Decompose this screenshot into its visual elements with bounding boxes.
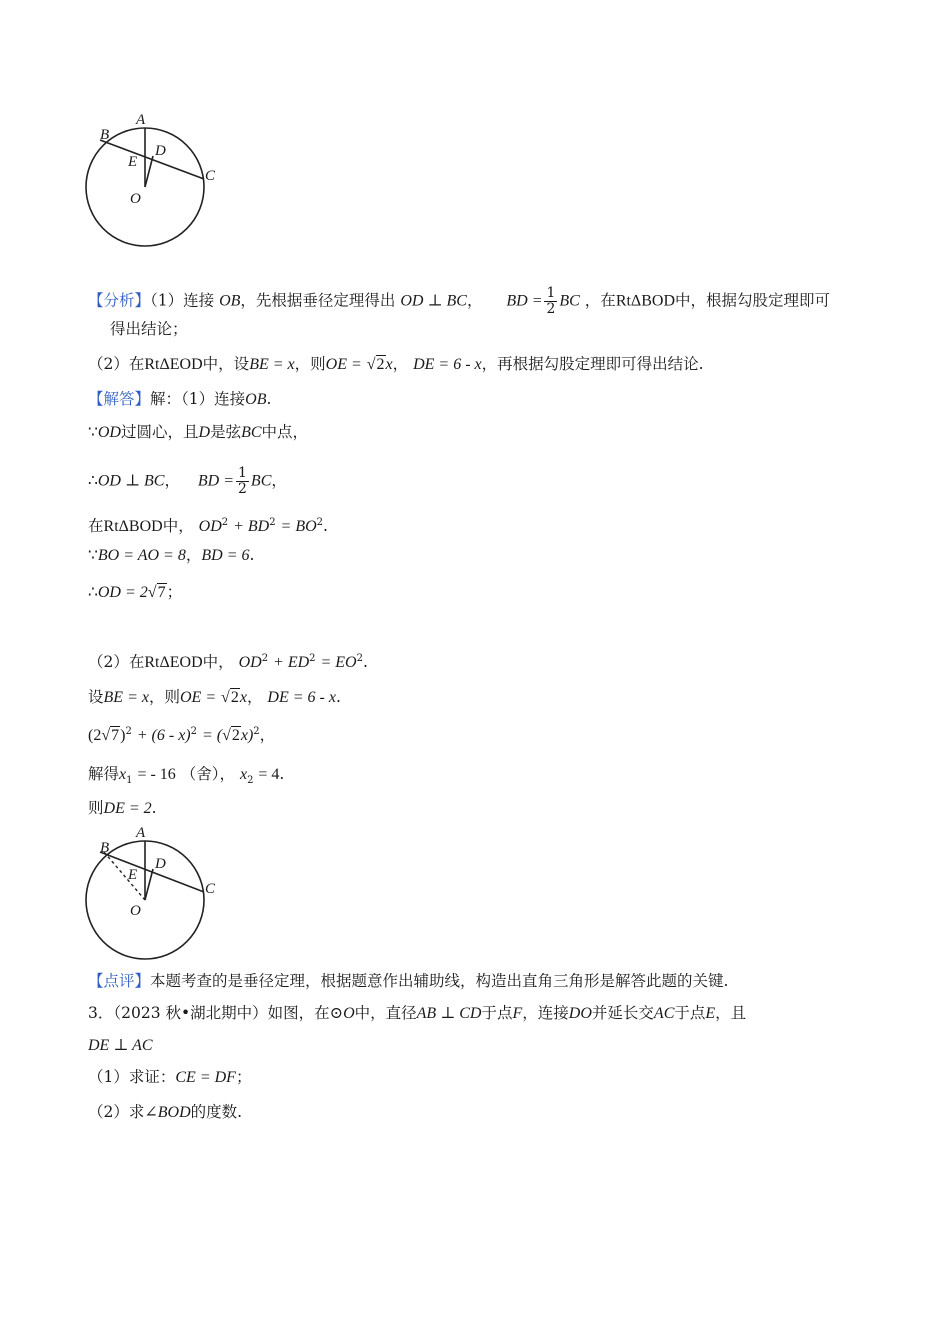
problem3-q1: （1）求证：CE = DF； — [88, 1068, 252, 1086]
circle-figure-1 — [80, 108, 230, 258]
solution-part2-roots: 解得$x_1$ = - 16 （舍）， $x_2 = 4$. — [88, 765, 285, 787]
solution-line-3: ∴OD ⊥ BC， BD = $\frac{1}{2}$ BC， — [88, 465, 287, 497]
solution-tag: 【解答】 — [88, 390, 151, 408]
problem3-q2: （2）求∠BOD的度数. — [88, 1103, 243, 1121]
solution-line-4: 在RtΔBOD中， $OD^2 + BD^2 = BO^2$. — [88, 517, 328, 536]
label-d-2: D — [155, 856, 166, 872]
label-c-2: C — [205, 881, 216, 897]
fraction-half: $\frac{1}{2}$ — [546, 285, 556, 317]
comment-line: 【点评】本题考查的是垂径定理，根据题意作出辅助线，构造出直角三角形是解答此题的关键. — [88, 972, 729, 990]
segment-od — [145, 156, 153, 187]
solution-line-6: ∴OD = 2√7； — [88, 583, 183, 601]
label-a: A — [136, 112, 146, 128]
analysis-line-2: （2）在RtΔEOD中，设BE = x，则OE = √2x， DE = 6 - x，再根据勾股定理即可得出结论. — [88, 355, 704, 373]
solution-part2-line-2: 设BE = x，则OE = √2x， DE = 6 - x. — [88, 688, 341, 706]
label-d: D — [155, 143, 166, 159]
label-c: C — [205, 168, 216, 184]
problem3-line-2: DE ⊥ AC — [88, 1037, 153, 1054]
label-e: E — [128, 154, 138, 170]
label-o: O — [130, 191, 141, 207]
solution-part2-line-1: （2）在RtΔEOD中， $OD^2 + ED^2 = EO^2$. — [88, 653, 368, 672]
fraction-half-2: $\frac{1}{2}$ — [238, 465, 247, 497]
segment-od-2 — [145, 869, 153, 900]
label-a-2: A — [136, 825, 146, 841]
comment-tag: 【点评】 — [88, 972, 151, 990]
dashed-ob — [104, 852, 145, 900]
label-b: B — [100, 127, 110, 143]
label-o-2: O — [130, 903, 141, 919]
analysis-tag: 【分析】 — [88, 291, 151, 310]
solution-line-1: 【解答】解：（1）连接OB. — [88, 390, 272, 408]
solution-part2-equation: $(2√7)^2 + (6 - x)^2 = (√2x)^2$， — [88, 726, 276, 745]
analysis-line-1b: 得出结论； — [110, 320, 188, 338]
label-b-2: B — [100, 840, 110, 856]
solution-line-2: ∵OD过圆心，且D是弦BC中点， — [88, 423, 309, 441]
analysis-line-1: 【分析】（1）连接 OB，先根据垂径定理得出 OD ⊥ BC， BD = $\frac{1}{2}$ BC ，在RtΔBOD中，根据勾股定理即可 — [88, 285, 831, 317]
solution-line-5: ∵BO = AO = 8，BD = 6. — [88, 546, 255, 564]
problem3-line-1: 3．（2023 秋•湖北期中）如图，在⊙O中，直径AB ⊥ CD于点F，连接DO并延长交AC于点E，且 — [88, 1004, 747, 1022]
label-e-2: E — [128, 867, 138, 883]
solution-part2-result: 则DE = 2. — [88, 799, 157, 817]
circle-figure-2 — [80, 822, 230, 967]
